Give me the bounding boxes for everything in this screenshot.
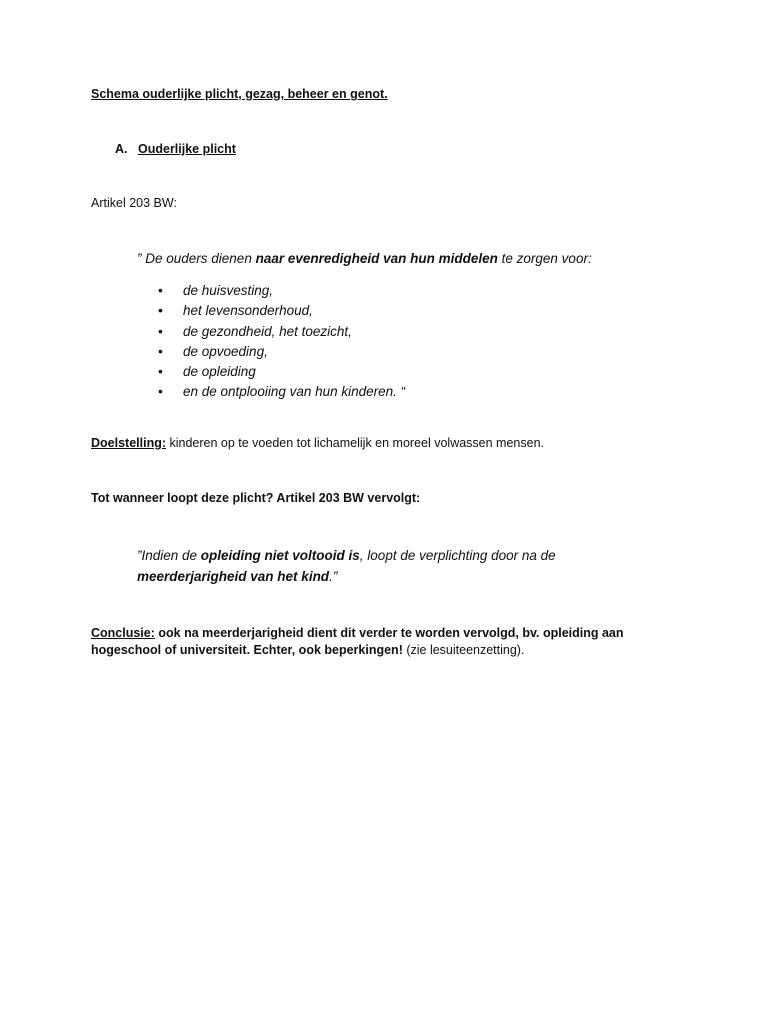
section-letter: A.	[115, 142, 128, 156]
quote-intro-bold: naar evenredigheid van hun middelen	[255, 251, 498, 266]
quote-vervolg-close: .”	[329, 569, 338, 584]
list-item-text: de opleiding	[183, 364, 256, 380]
list-item	[158, 280, 405, 300]
section-title: Ouderlijke plicht	[138, 142, 236, 156]
quote-intro-close: te zorgen voor:	[497, 251, 592, 266]
bullet-icon: •	[158, 383, 163, 400]
document-title: Schema ouderlijke plicht, gezag, beheer en genot.	[91, 87, 388, 101]
conclusie-paragraph	[91, 625, 651, 659]
list-item-text: het levensonderhoud,	[183, 303, 313, 319]
quote-vervolg-bold1: opleiding niet voltooid is	[200, 548, 360, 563]
doelstelling-paragraph	[91, 436, 544, 450]
conclusie-label: Conclusie:	[91, 626, 155, 640]
quote-intro	[137, 251, 592, 266]
list-item-text: de opvoeding,	[183, 343, 268, 359]
quote-vervolg	[137, 545, 607, 587]
bullet-icon: •	[158, 322, 163, 339]
quote-intro-open: ” De ouders dienen	[137, 251, 256, 266]
doelstelling-text: kinderen op te voeden tot lichamelijk en moreel volwassen mensen.	[166, 436, 545, 450]
conclusie-text: ook na meerderjarigheid dient dit verder te worden vervolgd, bv. opleiding aan hogeschool of universiteit. Echter, ook beperkingen!	[91, 626, 624, 657]
artikel-intro: Artikel 203 BW:	[91, 196, 177, 210]
list-item	[158, 341, 405, 361]
section-heading	[115, 142, 236, 156]
doelstelling-label: Doelstelling:	[91, 436, 167, 450]
list-item	[158, 381, 405, 401]
bullet-icon: •	[158, 282, 163, 298]
quote-vervolg-middle: , loopt de verplichting door na de	[359, 548, 556, 563]
vervolg-question: Tot wanneer loopt deze plicht? Artikel 203 BW vervolgt:	[91, 491, 421, 505]
list-item-text: en de ontplooiing van hun kinderen. “	[183, 384, 406, 400]
list-item-text: de huisvesting,	[183, 283, 274, 298]
bullet-icon: •	[158, 363, 163, 380]
list-item-text: de gezondheid, het toezicht,	[183, 323, 352, 339]
quote-vervolg-open: ”Indien de	[137, 548, 201, 563]
care-list	[158, 280, 405, 402]
bullet-icon: •	[158, 342, 163, 359]
conclusie-reference: (zie lesuiteenzetting).	[402, 643, 525, 657]
list-item	[158, 321, 405, 341]
list-item	[158, 300, 405, 320]
quote-vervolg-bold2: meerderjarigheid van het kind	[137, 569, 330, 584]
bullet-icon: •	[158, 302, 163, 319]
list-item	[158, 361, 405, 381]
